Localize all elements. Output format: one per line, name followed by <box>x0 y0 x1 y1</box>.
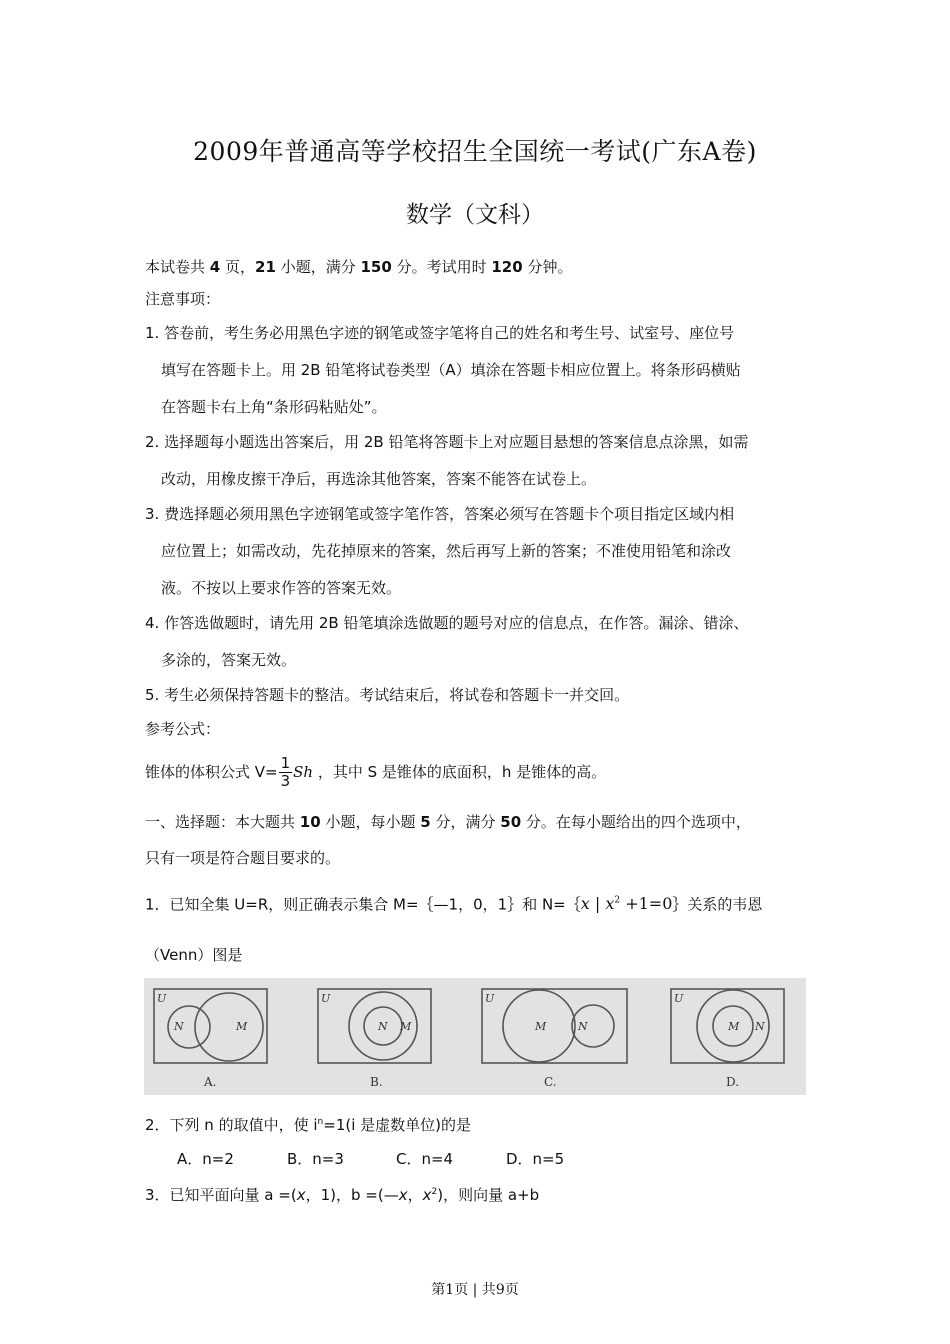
question-1-line-1: 1．已知全集 U=R，则正确表示集合 M=｛—1，0，1｝和 N=｛x | $x^2$ +1=0｝关系的韦恩 <box>145 894 763 914</box>
formula-title: 参考公式： <box>145 720 221 738</box>
venn-diagram-options <box>144 978 806 1095</box>
venn-a-label-u: U <box>157 992 167 1005</box>
venn-b-label-n: N <box>378 1020 388 1033</box>
intro-line: 本试卷共 4 页，21 小题，满分 150 分。考试用时 120 分钟。 <box>145 258 573 276</box>
venn-d-label-n: N <box>755 1020 765 1033</box>
notice-4-line-2: 多涂的，答案无效。 <box>161 651 297 669</box>
section-1-line-1: 一、选择题：本大题共 10 小题，每小题 5 分，满分 50 分。在每小题给出的四个选项中， <box>145 813 751 831</box>
question-3: 3．已知平面向量 a =(x，1)，b =(—x，$x^2$)，则向量 a+b <box>145 1186 540 1204</box>
venn-a-label-n: N <box>174 1020 184 1033</box>
notice-1-line-3: 在答题卡右上角“条形码粘贴处”。 <box>161 398 387 416</box>
venn-option-b: B. <box>370 1075 383 1089</box>
question-2-option-b: B．n=3 <box>287 1150 344 1168</box>
notice-1-line-2: 填写在答题卡上。用 2B 铅笔将试卷类型（A）填涂在答题卡相应位置上。将条形码横贴 <box>161 361 741 379</box>
venn-c-label-n: N <box>578 1020 588 1033</box>
notice-4-line-1: 4. 作答选做题时，请先用 2B 铅笔填涂选做题的题号对应的信息点，在作答。漏涂、错涂、 <box>145 614 749 632</box>
page-footer: 第1页 | 共9页 <box>431 1282 519 1298</box>
notice-1-line-1: 1. 答卷前，考生务必用黑色字迹的钢笔或签字笔将自己的姓名和考生号、试室号、座位号 <box>145 324 735 342</box>
section-1-line-2: 只有一项是符合题目要求的。 <box>145 849 341 867</box>
question-2: 2．下列 n 的取值中，使 $i^n=1(i$ 是虚数单位)的是 <box>145 1116 472 1134</box>
venn-d-label-m: M <box>728 1020 740 1033</box>
exam-title: 2009年普通高等学校招生全国统一考试(广东A卷) <box>193 137 757 166</box>
question-1-line-2: （Venn）图是 <box>145 946 243 964</box>
fraction-one-third: $\frac{1}{3}$ <box>280 754 291 790</box>
venn-option-d: D. <box>726 1075 740 1089</box>
venn-c-label-m: M <box>535 1020 547 1033</box>
question-2-option-c: C．n=4 <box>396 1150 454 1168</box>
notice-title: 注意事项： <box>145 290 221 308</box>
notice-2-line-2: 改动，用橡皮擦干净后，再选涂其他答案，答案不能答在试卷上。 <box>161 470 597 488</box>
venn-b-label-m: M <box>400 1020 412 1033</box>
venn-b-label-u: U <box>321 992 331 1005</box>
question-2-option-a: A．n=2 <box>177 1150 234 1168</box>
set-n-expression: x | $x^2 +1=0$ <box>580 894 673 914</box>
venn-c-label-u: U <box>485 992 495 1005</box>
notice-3-line-2: 应位置上；如需改动，先花掉原来的答案，然后再写上新的答案；不准使用铅笔和涂改 <box>161 542 732 560</box>
venn-d-label-u: U <box>674 992 684 1005</box>
notice-3-line-3: 液。不按以上要求作答的答案无效。 <box>161 579 402 597</box>
question-2-option-d: D．n=5 <box>506 1150 565 1168</box>
notice-2-line-1: 2. 选择题每小题选出答案后，用 2B 铅笔将答题卡上对应题目悬想的答案信息点涂黑，如需 <box>145 433 749 451</box>
venn-a-label-m: M <box>236 1020 248 1033</box>
notice-5: 5. 考生必须保持答题卡的整洁。考试结束后，将试卷和答题卡一并交回。 <box>145 686 630 704</box>
venn-option-c: C. <box>544 1075 557 1089</box>
venn-option-a: A. <box>204 1075 217 1089</box>
notice-3-line-1: 3. 费选择题必须用黑色字迹钢笔或签字笔作答，答案必须写在答题卡个项目指定区域内相 <box>145 505 735 523</box>
exam-subtitle: 数学（文科） <box>406 202 544 228</box>
cone-volume-formula: 锥体的体积公式 V= $\frac{1}{3}$ Sh ，其中 S 是锥体的底面积，h 是锥体的高。 <box>145 754 607 790</box>
